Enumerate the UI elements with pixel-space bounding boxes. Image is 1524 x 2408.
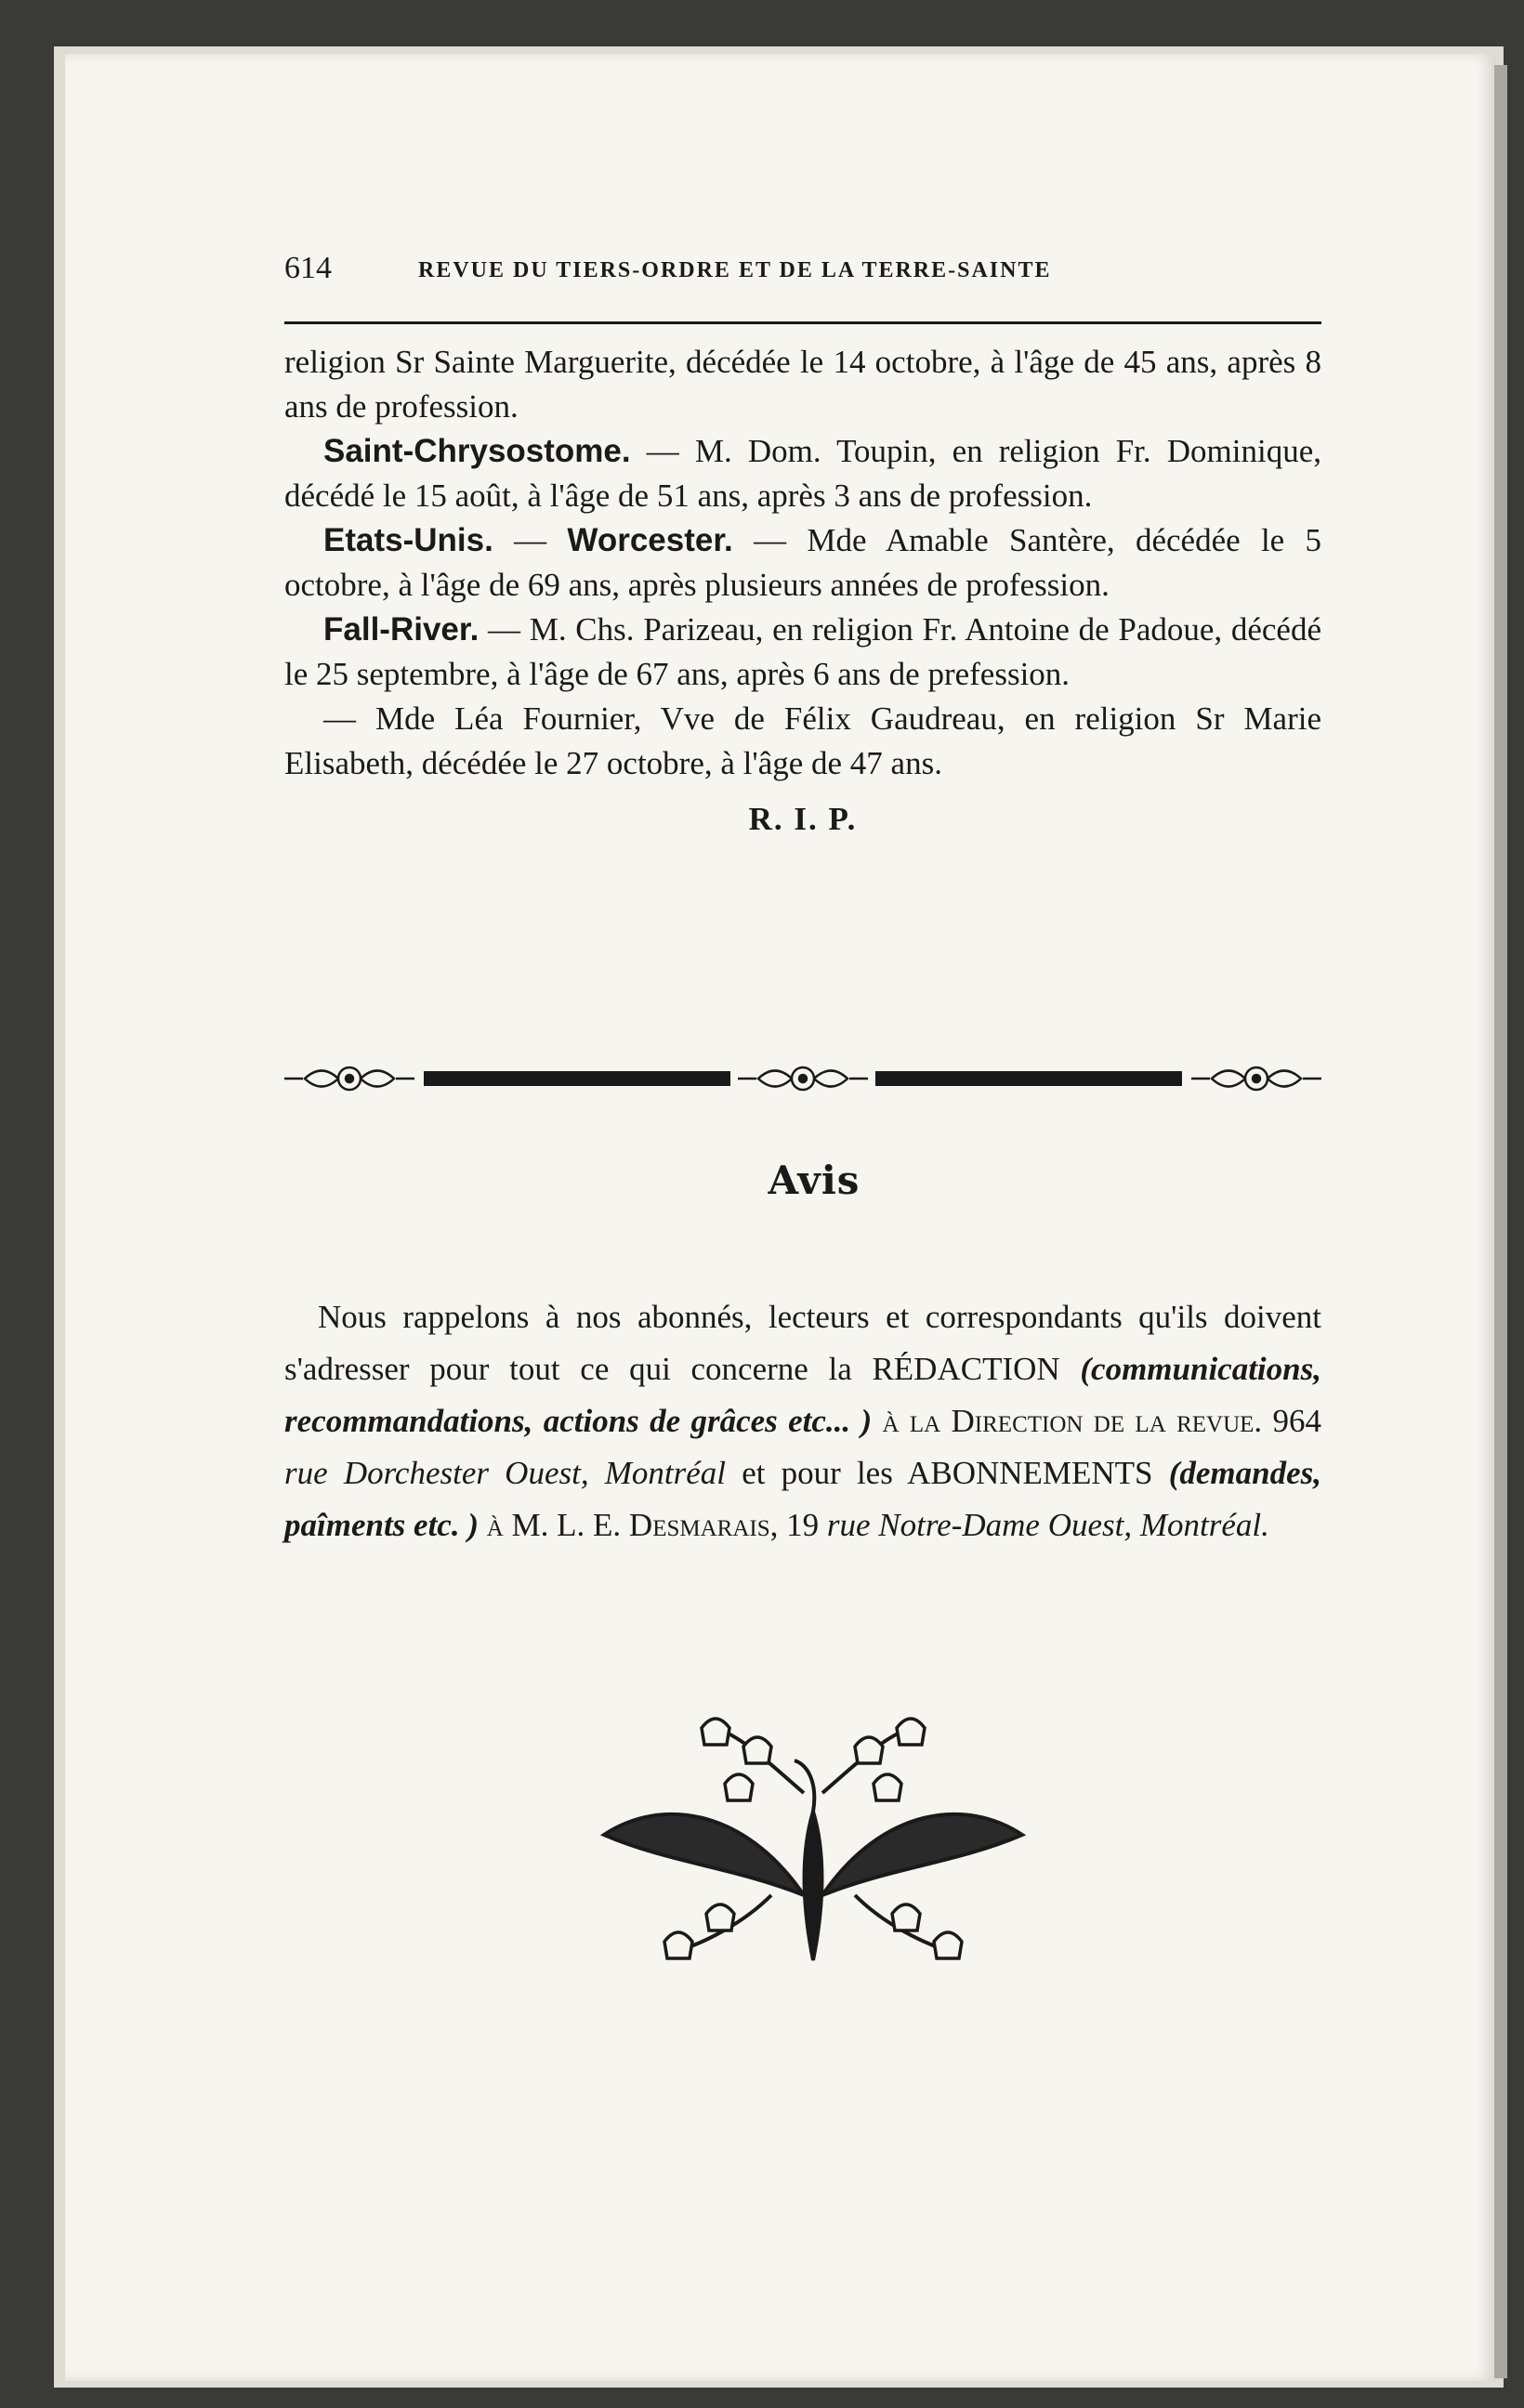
notice-segment: Nous rappelons à nos abonnés, lecteurs et correspondants qu'ils doivent s'adresser pour tout ce qui concerne la RÉDACTION: [284, 1299, 1321, 1387]
obituary-list: [284, 340, 1321, 842]
notice-segment: et pour les ABONNEMENTS: [726, 1455, 1169, 1491]
notice-segment: 19: [786, 1507, 827, 1543]
obituary-text: — Mde Amable Santère, décédée le 5 octobre, à l'âge de 69 ans, après plusieurs années de profession.: [284, 522, 1322, 603]
obituary-paragraph: [284, 608, 1321, 697]
obituary-text: — M. Chs. Parizeau, en religion Fr. Antoine de Padoue, décédé le 25 septembre, à l'âge de 67 ans, après 6 ans de prefession.: [284, 611, 1321, 692]
obituary-paragraph: religion Sr Sainte Marguerite, décédée le 14 octobre, à l'âge de 45 ans, après 8 ans de profession.: [284, 344, 1321, 425]
obituary-paragraph: [284, 518, 1321, 608]
rip-line: R. I. P.: [748, 801, 858, 837]
notice-segment: à M. L. E. Desmarais,: [479, 1507, 787, 1543]
header-rule: [284, 321, 1321, 324]
place-name: Fall-River.: [323, 611, 480, 648]
page-edge: [1494, 65, 1507, 2378]
notice-segment: 964: [1272, 1403, 1321, 1439]
floral-ornament-center: [738, 1067, 868, 1090]
obituary-paragraph: [284, 429, 1321, 518]
running-title: REVUE DU TIERS-ORDRE ET DE LA TERRE-SAINTE: [418, 258, 1052, 282]
notice-segment: (demandes, paîments etc. ): [284, 1455, 1321, 1543]
notice-segment: rue Dorchester Ouest, Montréal: [284, 1455, 727, 1491]
dash: —: [493, 522, 568, 558]
floral-ornament-left: [284, 1067, 414, 1090]
floral-ornament-right: [1191, 1067, 1321, 1090]
notice-segment: rue Notre-Dame Ouest, Montréal.: [826, 1507, 1269, 1543]
place-name: Worcester.: [567, 522, 733, 558]
lily-of-the-valley-tailpiece: [585, 1709, 1041, 1979]
page-number: 614: [284, 251, 332, 285]
place-name: Saint-Chrysostome.: [323, 433, 631, 469]
notice-title: Avis: [768, 1158, 861, 1203]
notice-segment: (communications, recommandations, actions de grâces etc... ): [284, 1351, 1321, 1439]
obituary-text: — M. Dom. Toupin, en religion Fr. Dominique, décédé le 15 août, à l'âge de 51 ans, après 3 ans de profession.: [284, 433, 1321, 514]
rule-band-left: [424, 1071, 730, 1086]
page-header: [284, 249, 1321, 295]
rule-band-right: [875, 1071, 1182, 1086]
notice-paragraph: [284, 1291, 1321, 1551]
place-name: Etats-Unis.: [323, 522, 493, 558]
obituary-paragraph: — Mde Léa Fournier, Vve de Félix Gaudreau, en religion Sr Marie Elisabeth, décédée le 27 octobre, à l'âge de 47 ans.: [284, 700, 1321, 781]
notice-text: [284, 1291, 1321, 1551]
ornamental-divider: [284, 1055, 1321, 1102]
notice-segment: à la Direction de la revue.: [872, 1403, 1273, 1439]
